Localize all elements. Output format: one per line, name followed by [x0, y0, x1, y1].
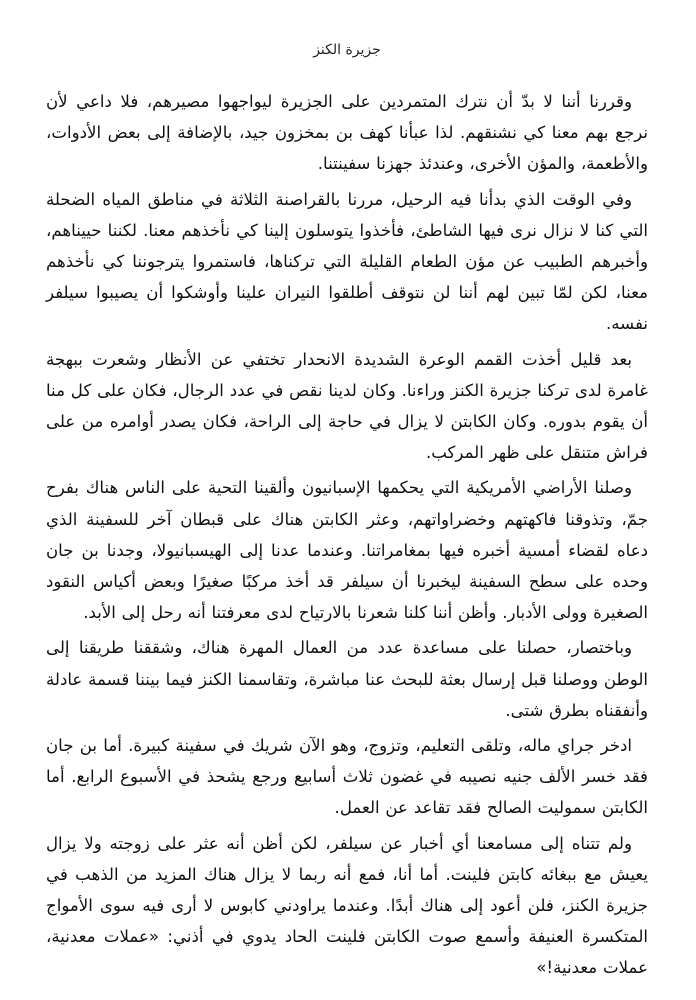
- paragraph-3: بعد قليل أخذت القمم الوعرة الشديدة الانحدار تختفي عن الأنظار وشعرت ببهجة غامرة لدى تركنا جزيرة الكنز وراءنا. وكان لدينا نقص في عدد الرجال، فكان على كل منا أن يقوم بدوره. وكان الكابتن لا يزال في حاجة إلى الراحة، فكان يصدر أوامره من على فراش متنقل على ظهر المركب.: [46, 349, 648, 463]
- paragraph-2: وفي الوقت الذي بدأنا فيه الرحيل، مررنا بالقراصنة الثلاثة في مناطق المياه الضحلة التي كنا لا نزال نرى فيها الشاطئ، فأخذوا يتوسلون إلينا كي نأخذهم معنا. لكننا حييناهم، وأخبرهم الطبيب عن مؤن الطعام القليلة التي تركناها، فاستمروا يترجوننا كي نأخذهم معنا، لكن لمّا تبين لهم أننا لن نتوقف أطلقوا النيران علينا وأوشكوا أن يصيبوا سيلفر نفسه.: [46, 189, 648, 334]
- paragraph-1: وقررنا أننا لا بدّ أن نترك المتمردين على الجزيرة ليواجهوا مصيرهم، فلا داعي لأن نرجع بهم معنا كي نشنقهم. لذا عبأنا كهف بن بمخزون جيد، بالإضافة إلى بعض الأدوات، والأطعمة، والمؤن الأخرى، وعندئذ جهزنا سفينتنا.: [46, 92, 648, 174]
- chapter-text: [46, 86, 648, 984]
- paragraph-4: وصلنا الأراضي الأمريكية التي يحكمها الإسبانيون وألقينا التحية على الناس هناك بفرح جمّ، وتذوقنا فاكهتهم وخضراواتهم، وعثر الكابتن هناك على قبطان آخر للسفينة الذي دعاه لقضاء أمسية أخبره فيها بمغامراتنا. وعندما عدنا إلى الهيسبانيولا، وجدنا بن جان وحده على سطح السفينة ليخبرنا أن سيلفر قد أخذ مركبًا صغيرًا وبعض أكياس النقود الصغيرة وولى الأدبار. وأظن أننا كلنا شعرنا بالارتياح لدى معرفتنا أنه رحل إلى الأبد.: [46, 478, 648, 623]
- page-title: جزيرة الكنز: [313, 42, 381, 58]
- paragraph-6: ادخر جراي ماله، وتلقى التعليم، وتزوج، وهو الآن شريك في سفينة كبيرة. أما بن جان فقد خسر الألف جنيه نصيبه في غضون ثلاث أسابيع ورجع يشحذ في الأسبوع الرابع. أما الكابتن سموليت الصالح فقد تقاعد عن العمل.: [46, 736, 648, 818]
- paragraph-5: وباختصار، حصلنا على مساعدة عدد من العمال المهرة هناك، وشققنا طريقنا إلى الوطن ووصلنا قبل إرسال بعثة للبحث عنا مباشرة، وتقاسمنا الكنز فيما بيننا قسمة عادلة وأنفقناه بطرق شتى.: [46, 638, 648, 720]
- paragraph-7: ولم تتناه إلى مسامعنا أي أخبار عن سيلفر، لكن أظن أنه عثر على زوجته ولا يزال يعيش مع ببغائه كابتن فلينت. أما أنا، فمع أنه ربما لا يزال هناك المزيد من الذهب في جزيرة الكنز، فلن أعود إلى هناك أبدًا. وعندما يراودني كابوس لا أرى فيه سوى الأمواج المتكسرة العنيفة وأسمع صوت الكابتن فلينت الحاد يدوي في أذني: «عملات معدنية، عملات معدنية!»: [46, 833, 648, 978]
